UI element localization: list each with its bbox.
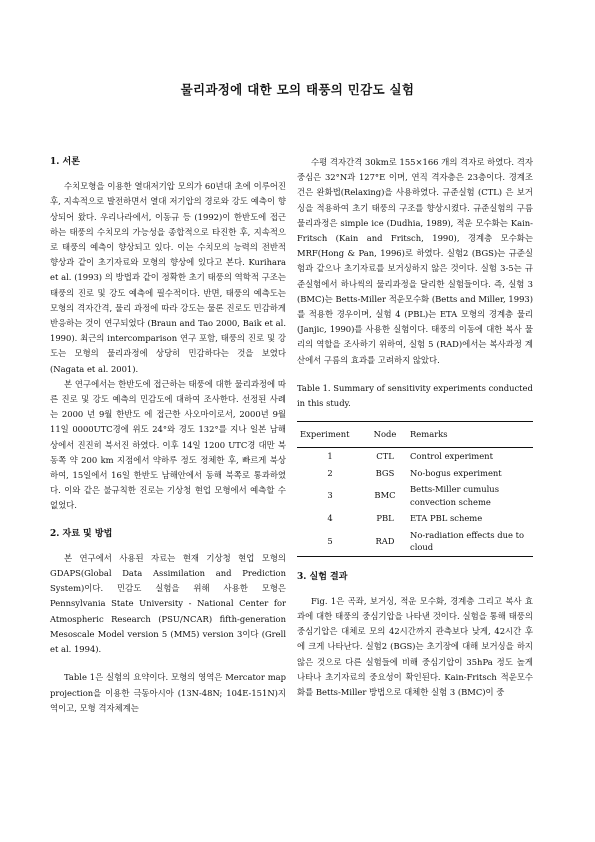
- table-row: [297, 481, 533, 510]
- table-row: [297, 465, 533, 482]
- right-column: [297, 155, 533, 700]
- table-cell: BGS: [375, 467, 395, 478]
- experiments-table: [297, 421, 533, 557]
- page-title: 물리과정에 대한 모의 태풍의 민감도 실험: [180, 82, 415, 97]
- table-cell: ETA PBL scheme: [410, 513, 483, 524]
- table-header-cell: Remarks: [410, 428, 448, 439]
- table-cell: CTL: [376, 451, 394, 462]
- table-header-cell: Node: [373, 428, 397, 439]
- left-column: [50, 155, 286, 716]
- table-cell: No-bogus experiment: [410, 467, 502, 478]
- table-cell: 1: [327, 451, 333, 462]
- table-row: [297, 510, 533, 527]
- table-header-row: [297, 421, 533, 447]
- table-cell: 5: [327, 535, 333, 546]
- table-cell: RAD: [375, 535, 395, 546]
- section-heading-data-method: 2. 자료 및 방법: [50, 528, 113, 539]
- table-cell: PBL: [376, 513, 394, 524]
- table-header-cell: Experiment: [300, 428, 350, 439]
- paragraph: Table 1은 실험의 요약이다. 모형의 영역은 Mercator map projection을 이용한 극동아시아 (13N-48N; 104E-151N)지역이고, 모형 격자체계는: [50, 672, 286, 713]
- table-cell: No-radiation effects due to cloud: [410, 529, 525, 553]
- table-cell: 4: [327, 513, 333, 524]
- table-cell: Control experiment: [410, 451, 493, 462]
- table-cell: 2: [327, 467, 333, 478]
- table-cell: BMC: [374, 490, 396, 501]
- table-caption: Table 1. Summary of sensitivity experiments conducted in this study.: [297, 382, 533, 408]
- table-row: [297, 448, 533, 465]
- paragraph: 본 연구에서는 한반도에 접근하는 태풍에 대한 물리과정에 따른 진로 및 강도 예측의 민감도에 대하여 조사한다. 선정된 사례는 2000 년 9월 한반도 에 접근한 사오마이로서, 2000년 9월 11일 0000UTC경에 위도 24°와 경도 132°를 지나 일본 남해 상에서 진진히 북서진 하였다. 이후 14일 1200 UTC경 대만 북동쪽 약 200 km 지점에서 약하루 정도 정체한 후, 빠르게 북상하여, 15일에서 16일 한반도 남해안에서 동해 북쪽로 통과하였다. 이와 같은 불규칙한 진로는 기상청 현업 모형에서 예측할 수 없었다.: [50, 378, 286, 511]
- paragraph: 수치모형을 이용한 열대저기압 모의가 60년대 초에 이루어진 후, 지속적으로 발전하면서 열대 저기압의 경로와 강도 예측이 향상되어 왔다. 우리나라에서, 이동규 등 (1992)이 한반도에 접근하는 태풍의 수치모의 가능성을 종합적으로 타진한 후, 지속적으로 태풍의 예측이 향상되고 있다. 이는 수치모의 능력의 전반적 향상과 같이 초기자료와 모형의 향상에 있다고 본다. Kurihara et al. (1993) 의 방법과 같이 정확한 초기 태풍의 역학적 구조는 태풍의 진로 및 강도 예측에 필수적이다. 반면, 태풍의 예측도는 모형의 격자간격, 물리 과정에 따라 강도는 물론 진로도 민감하게 반응하는 것이 연구되었다 (Braun and Tao 2000, Baik et al. 1990). 최근의 intercomparison 연구 포함, 태풍의 진로 및 강도는 모형의 물리과정에 상당히 민감하다는 것을 보였다 (Nagata et al. 2001).: [50, 181, 286, 374]
- table-row: [297, 527, 533, 557]
- table-cell: Betts-Miller cumulus convection scheme: [410, 484, 499, 507]
- section-heading-results: 3. 실험 결과: [297, 571, 348, 582]
- paragraph: 수평 격자간격 30km로 155×166 개의 격자로 하였다. 격자 중심은 32°N과 127°E 이며, 연직 격자층은 23층이다. 경계조건은 완화법(Relaxing)을 사용하였다. 규준실험 (CTL) 은 보거싱을 적용하여 초기 태풍의 구조를 향상시켰다. 규준실험의 구름 물리과정은 simple ice (Dudhia, 1989), 적운 모수화는 Kain-Fritsch (Kain and Fritsch, 1990), 경계층 모수화는 MRF(Hong & Pan, 1996)로 하였다. 실험2 (BGS)는 규준실험과 같으나 초기자료를 보거싱하지 않은 것이다. 실험 3-5는 규준실험에서 하나씩의 물리과정을 달리한 실험들이다. 즉, 실험 3 (BMC)는 Betts-Miller 적운모수화 (Betts and Miller, 1993)를 적용한 경우이며, 실험 4 (PBL)는 ETA 모형의 경계층 물리 (Janjic, 1990)를 사용한 실험이다. 태풍의 이동에 대한 복사 물리의 역할을 조사하기 위하여, 실험 5 (RAD)에서는 복사과정 계산에서 구름의 효과를 고려하지 않았다.: [297, 157, 533, 365]
- paragraph: 본 연구에서 사용된 자료는 현재 기상청 현업 모형의 GDAPS(Global Data Assimilation and Prediction System)이다. 민감도 실험을 위해 사용한 모형은 Pennsylvania State University - National Center for Atmospheric Research (PSU/NCAR) fifth-generation Mesoscale Model version 5 (MM5) version 3이다 (Grell et al. 1994).: [50, 552, 286, 655]
- table-cell: 3: [327, 490, 333, 501]
- section-heading-introduction: 1. 서론: [50, 157, 80, 167]
- paragraph: Fig. 1은 곡좌, 보거싱, 적운 모수화, 경계층 그리고 복사 효과에 대한 태풍의 중심기압을 나타낸 것이다. 실험을 통해 태풍의 중심기압은 대체로 모의 42시간까지 관측보다 낮게, 42시간 후에 크게 나타난다. 실험2 (BGS)는 초기장에 대해 보거싱을 하지 않은 것으로 다른 실험들에 비해 중심기압이 35hPa 정도 높게 나타나 초기자료의 중요성이 확인된다. Kain-Fritsch 적운모수화를 Betts-Miller 방법으로 대체한 실험 3 (BMC)이 중: [297, 595, 533, 697]
